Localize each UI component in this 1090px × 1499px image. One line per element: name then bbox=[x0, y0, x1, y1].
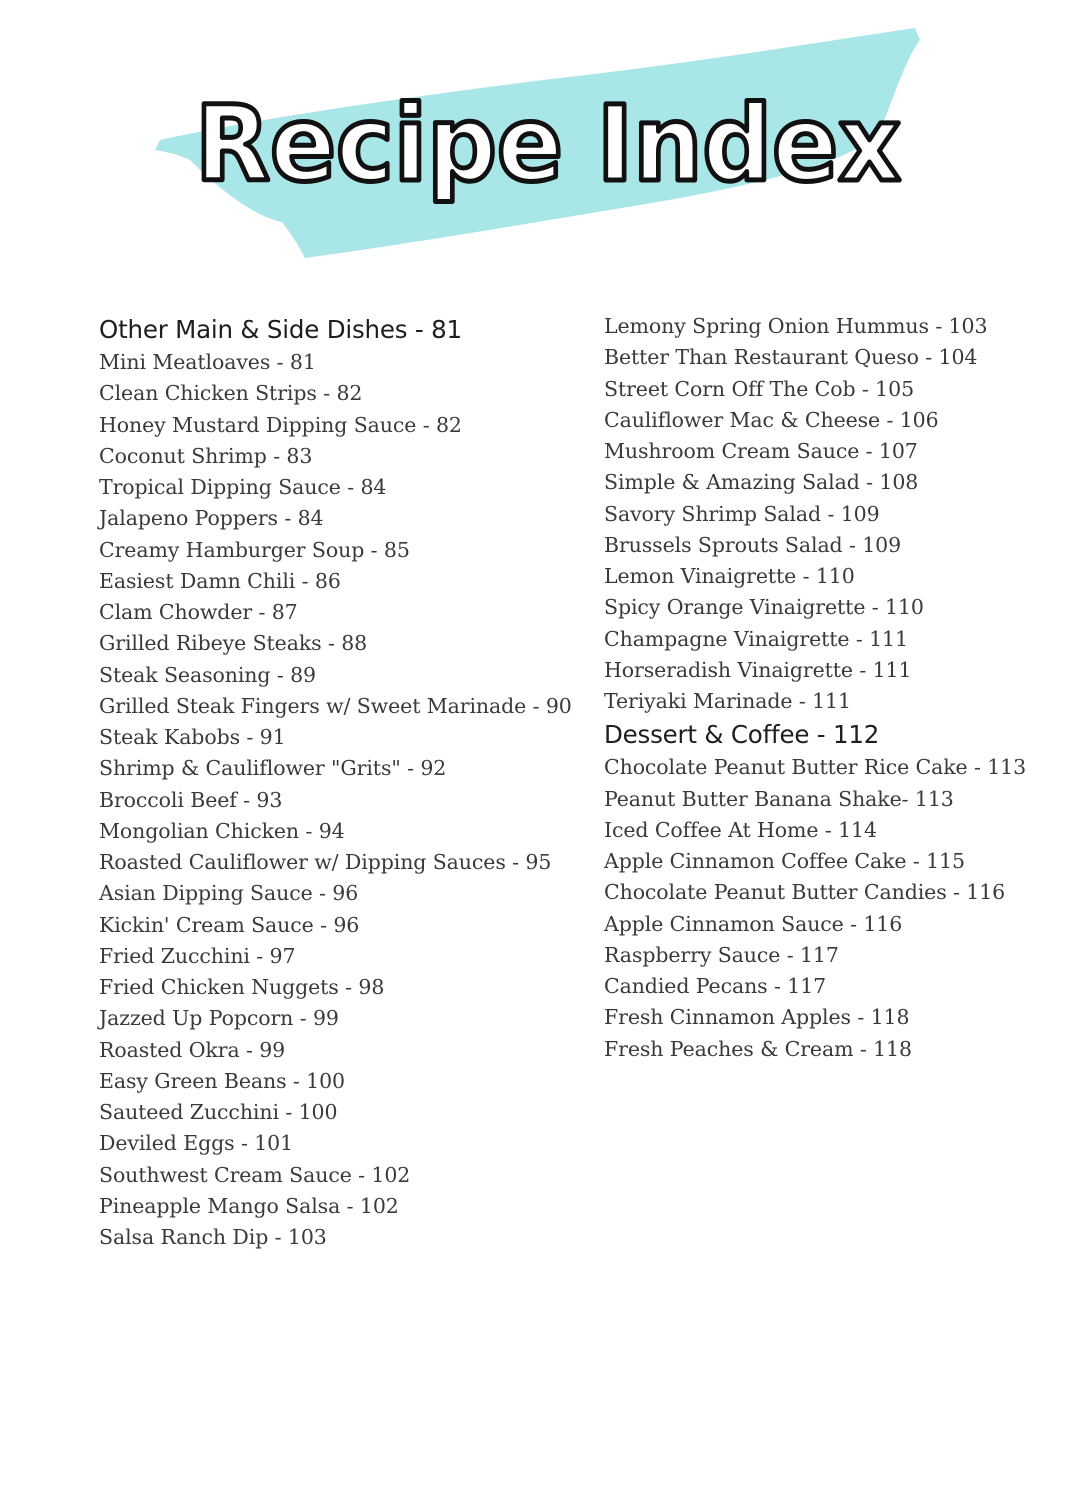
recipe-index-entry: Lemony Spring Onion Hummus - 103 bbox=[604, 314, 988, 338]
right-column bbox=[604, 311, 1026, 1065]
recipe-index-entry: Apple Cinnamon Sauce - 116 bbox=[604, 911, 903, 936]
recipe-index-entry: Grilled Ribeye Steaks - 88 bbox=[99, 631, 368, 656]
recipe-index-entry: Grilled Steak Fingers w/ Sweet Marinade - 90 bbox=[99, 693, 572, 718]
recipe-index-entry: Champagne Vinaigrette - 111 bbox=[604, 626, 908, 651]
recipe-index-entry: Broccoli Beef - 93 bbox=[99, 787, 283, 812]
recipe-index-entry: Savory Shrimp Salad - 109 bbox=[604, 501, 880, 526]
recipe-index-entry: Salsa Ranch Dip - 103 bbox=[99, 1225, 327, 1249]
title-graphic bbox=[0, 0, 1090, 280]
recipe-index-entry: Horseradish Vinaigrette - 111 bbox=[604, 657, 912, 682]
recipe-index-entry: Fried Chicken Nuggets - 98 bbox=[99, 975, 385, 999]
recipe-index-entry: Candied Pecans - 117 bbox=[604, 974, 827, 998]
recipe-index-entry: Shrimp & Cauliflower "Grits" - 92 bbox=[99, 756, 447, 781]
recipe-index-entry: Chocolate Peanut Butter Candies - 116 bbox=[604, 880, 1006, 905]
recipe-index-entry: Honey Mustard Dipping Sauce - 82 bbox=[99, 412, 462, 437]
recipe-index-entry: Brussels Sprouts Salad - 109 bbox=[604, 532, 902, 557]
recipe-index-entry: Easy Green Beans - 100 bbox=[99, 1068, 345, 1093]
recipe-index-entry: Cauliflower Mac & Cheese - 106 bbox=[604, 407, 939, 432]
recipe-index-entry: Steak Kabobs - 91 bbox=[99, 725, 286, 749]
recipe-index-entry: Spicy Orange Vinaigrette - 110 bbox=[604, 595, 924, 620]
right-item-list-bottom bbox=[604, 752, 1026, 1065]
recipe-index-entry: Easiest Damn Chili - 86 bbox=[99, 568, 341, 593]
section-title-main-side: Other Main & Side Dishes - 81 bbox=[99, 315, 462, 344]
recipe-index-entry: Deviled Eggs - 101 bbox=[99, 1131, 294, 1156]
recipe-index-entry: Fried Zucchini - 97 bbox=[99, 943, 296, 968]
left-item-list bbox=[99, 347, 572, 1253]
recipe-index-entry: Pineapple Mango Salsa - 102 bbox=[99, 1193, 399, 1218]
title-banner bbox=[0, 0, 1090, 280]
recipe-index-entry: Asian Dipping Sauce - 96 bbox=[99, 881, 359, 906]
recipe-index-entry: Southwest Cream Sauce - 102 bbox=[99, 1162, 411, 1187]
recipe-index-entry: Kickin' Cream Sauce - 96 bbox=[99, 912, 360, 937]
recipe-index-entry: Clean Chicken Strips - 82 bbox=[99, 381, 363, 406]
recipe-index-entry: Jazzed Up Popcorn - 99 bbox=[99, 1006, 339, 1031]
recipe-index-entry: Roasted Cauliflower w/ Dipping Sauces - 95 bbox=[99, 850, 552, 874]
recipe-index-entry: Tropical Dipping Sauce - 84 bbox=[99, 475, 387, 499]
recipe-index-entry: Jalapeno Poppers - 84 bbox=[99, 506, 324, 531]
recipe-index-entry: Sauteed Zucchini - 100 bbox=[99, 1100, 338, 1124]
recipe-index-entry: Apple Cinnamon Coffee Cake - 115 bbox=[604, 849, 965, 873]
recipe-index-entry: Peanut Butter Banana Shake- 113 bbox=[604, 786, 954, 811]
recipe-index-entry: Simple & Amazing Salad - 108 bbox=[604, 470, 919, 495]
recipe-index-entry: Raspberry Sauce - 117 bbox=[604, 942, 839, 967]
recipe-index-entry: Steak Seasoning - 89 bbox=[99, 662, 316, 687]
recipe-index-entry: Better Than Restaurant Queso - 104 bbox=[604, 345, 978, 370]
recipe-index-entry: Fresh Peaches & Cream - 118 bbox=[604, 1036, 912, 1061]
recipe-index-entry: Roasted Okra - 99 bbox=[99, 1037, 286, 1062]
recipe-index-entry: Chocolate Peanut Butter Rice Cake - 113 bbox=[604, 755, 1027, 780]
recipe-index-entry: Mongolian Chicken - 94 bbox=[99, 818, 345, 843]
left-column bbox=[99, 312, 572, 1253]
recipe-index-entry: Coconut Shrimp - 83 bbox=[99, 443, 313, 468]
recipe-index-entry: Mushroom Cream Sauce - 107 bbox=[604, 439, 918, 463]
recipe-index-entry: Mini Meatloaves - 81 bbox=[99, 350, 316, 374]
section-title-dessert: Dessert & Coffee - 112 bbox=[604, 720, 880, 750]
right-item-list-top bbox=[604, 311, 1026, 717]
recipe-index-entry: Creamy Hamburger Soup - 85 bbox=[99, 537, 410, 562]
recipe-index-entry: Teriyaki Marinade - 111 bbox=[604, 689, 851, 713]
recipe-index-entry: Iced Coffee At Home - 114 bbox=[604, 817, 877, 842]
recipe-index-entry: Street Corn Off The Cob - 105 bbox=[604, 376, 915, 401]
recipe-index-entry: Clam Chowder - 87 bbox=[99, 600, 298, 624]
recipe-index-entry: Fresh Cinnamon Apples - 118 bbox=[604, 1005, 910, 1030]
recipe-index-entry: Lemon Vinaigrette - 110 bbox=[604, 564, 855, 588]
page-title: Recipe Index bbox=[195, 83, 901, 205]
